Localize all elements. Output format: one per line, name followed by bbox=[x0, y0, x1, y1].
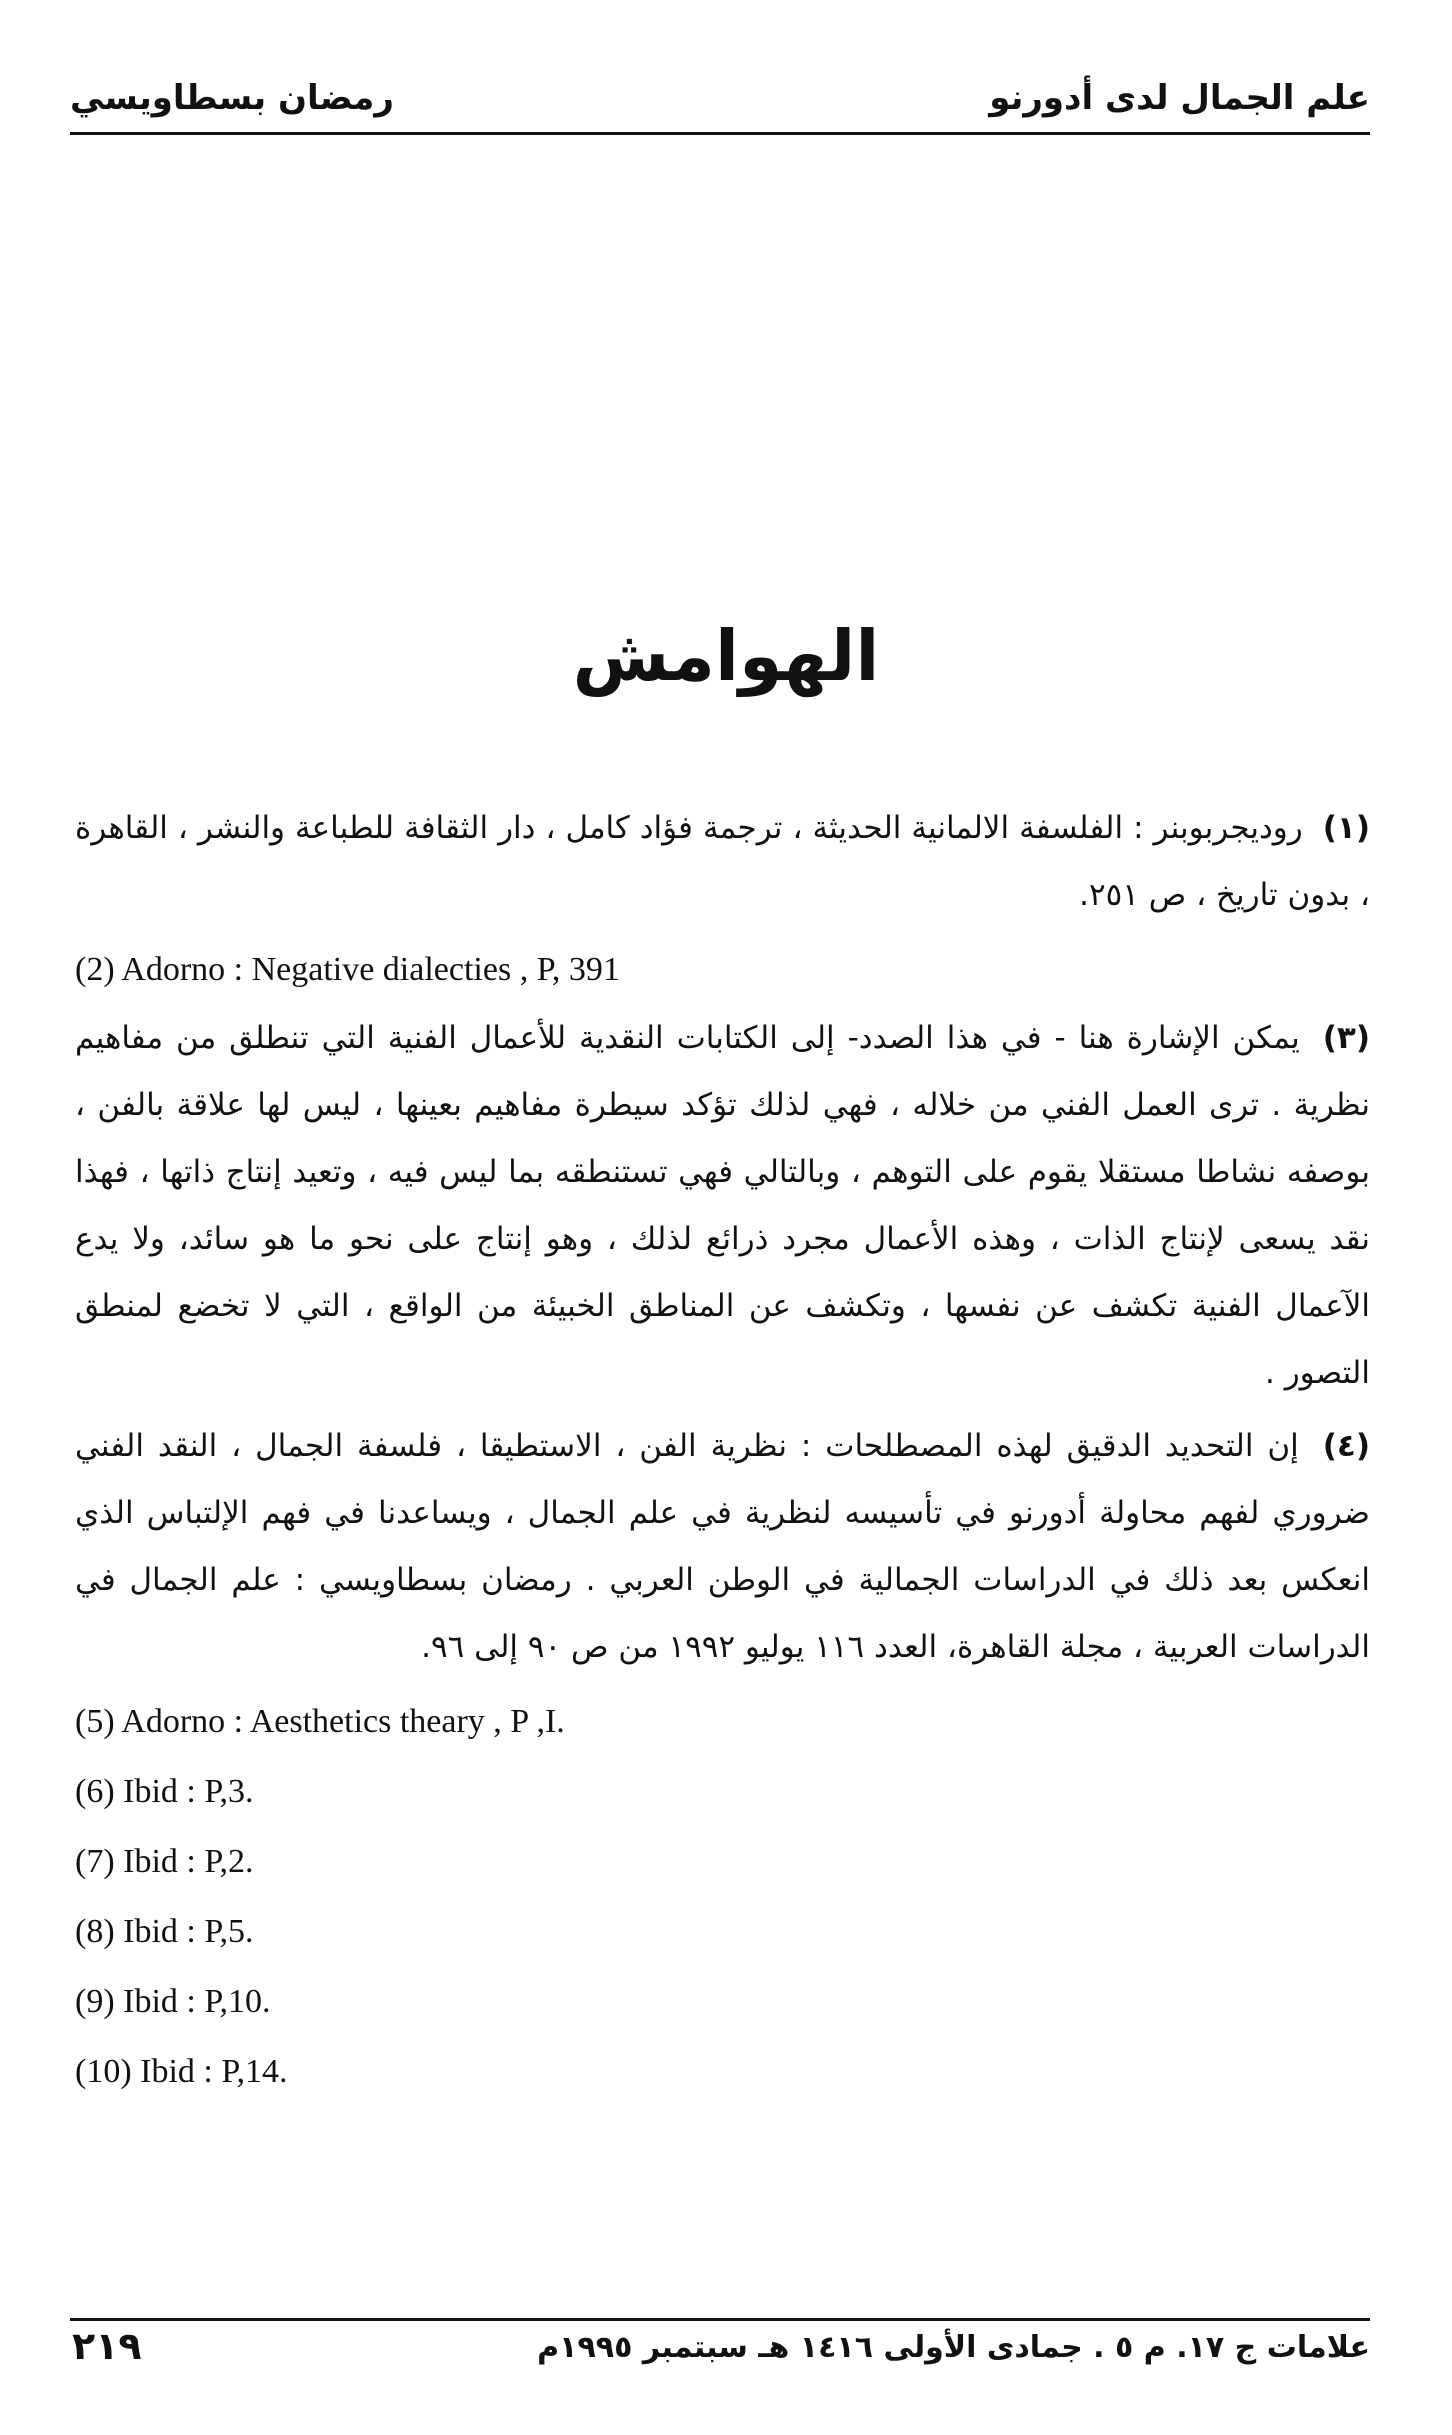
footnote-6: (6) Ibid : P,3. bbox=[75, 1773, 254, 1810]
footer-journal-info: علامات ج ١٧. م ٥ . جمادى الأولى ١٤١٦ هـ سبتمبر ١٩٩٥م bbox=[537, 2330, 1370, 2365]
footnote-3 bbox=[75, 1005, 1370, 1407]
footnote-3-text: يمكن الإشارة هنا - في هذا الصدد- إلى الكتابات النقدية للأعمال الفنية التي تنطلق من مفاهيم نظرية . ترى العمل الفني من خلاله ، فهي لذلك تؤكد سيطرة مفاهيم بعينها ، ليس لها علاقة بالفن ، بوصفه نشاطا مستقلا يقوم على التوهم ، وبالتالي فهي تستنطقه بما ليس فيه ، وتعيد إنتاج ذاتها ، فهذا نقد يسعى لإنتاج الذات ، وهذه الأعمال مجرد ذرائع لذلك ، وهو إنتاج على نحو ما هو سائد، ولا يدع الآعمال الفنية تكشف عن نفسها ، وتكشف عن المناطق الخبيئة من الواقع ، التي لا تخضع لمنطق التصور . bbox=[75, 1020, 1370, 1391]
footnote-4-text: إن التحديد الدقيق لهذه المصطلحات : نظرية الفن ، الاستطيقا ، فلسفة الجمال ، النقد الفني ضروري لفهم محاولة أدورنو في تأسيسه لنظرية في علم الجمال ، ويساعدنا في فهم الإلتباس الذي انعكس بعد ذلك في الدراسات الجمالية في الوطن العربي . رمضان بسطاويسي : علم الجمال في الدراسات العربية ، مجلة القاهرة، العدد ١١٦ يوليو ١٩٩٢ من ص ٩٠ إلى ٩٦. bbox=[75, 1428, 1370, 1665]
footnote-10: (10) Ibid : P,14. bbox=[75, 2053, 288, 2090]
footnotes-list bbox=[75, 795, 1370, 2107]
footer-rule bbox=[70, 2318, 1370, 2321]
section-heading: الهوامش bbox=[572, 615, 880, 697]
page-number: ٢١٩ bbox=[72, 2324, 142, 2368]
footnote-1 bbox=[75, 795, 1370, 929]
footnote-9: (9) Ibid : P,10. bbox=[75, 1983, 271, 2020]
footnote-1-number: (١) bbox=[1322, 810, 1371, 846]
footnote-7: (7) Ibid : P,2. bbox=[75, 1843, 254, 1880]
footnote-2: (2) Adorno : Negative dialecties , P, 391 bbox=[75, 951, 620, 988]
footnote-3-number: (٣) bbox=[1322, 1020, 1370, 1056]
running-header-author: رمضان بسطاويسي bbox=[70, 78, 394, 118]
footnote-4-number: (٤) bbox=[1322, 1428, 1370, 1464]
footnote-8: (8) Ibid : P,5. bbox=[75, 1913, 254, 1950]
footnote-4 bbox=[75, 1413, 1370, 1681]
running-header bbox=[70, 72, 1370, 135]
footnote-1-text: روديجربوبنر : الفلسفة الالمانية الحديثة ، ترجمة فؤاد كامل ، دار الثقافة للطباعة والنشر ، القاهرة ، بدون تاريخ ، ص ٢٥١. bbox=[75, 810, 1370, 913]
footnote-5: (5) Adorno : Aesthetics theary , P ,I. bbox=[75, 1703, 565, 1740]
running-header-title: علم الجمال لدى أدورنو bbox=[989, 78, 1370, 118]
